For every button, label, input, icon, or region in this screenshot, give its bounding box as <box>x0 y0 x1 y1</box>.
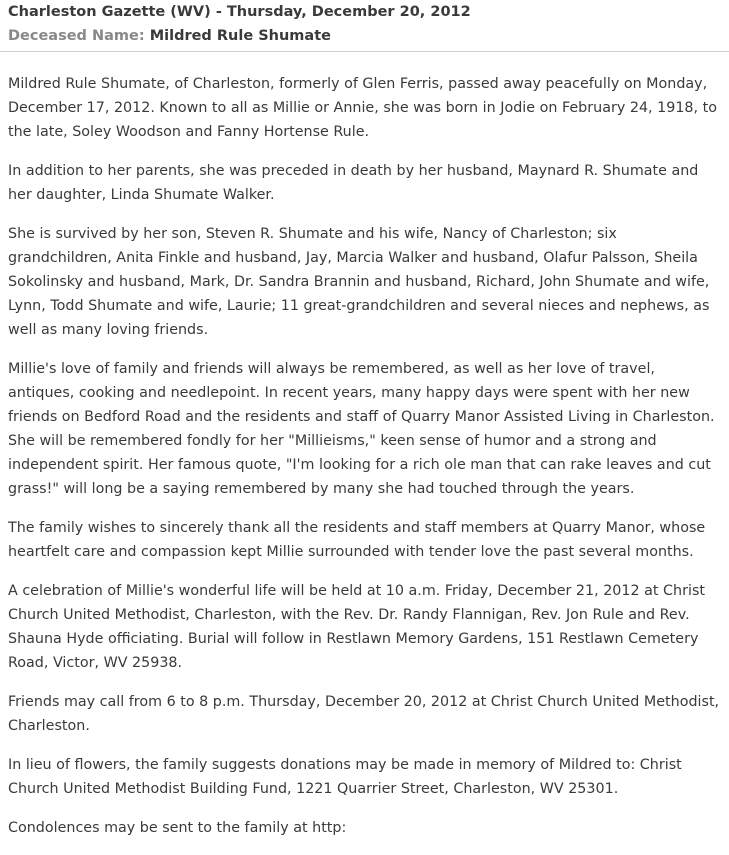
paragraph-remembrance: Millie's love of family and friends will always be remembered, as well as her love of travel, antiques, cooking and needlepoint. In recent years, many happy days were spent with her new friends on Bedford Road and the residents and staff of Quarry Manor Assisted Living in Charleston. She will be remembered fondly for her "Millieisms," keen sense of humor and a strong and independent spirit. Her famous quote, "I'm looking for a rich ole man that can rake leaves and cut grass!" will long be a saying remembered by many she had touched through the years. <box>8 361 715 497</box>
paragraph-survived: She is survived by her son, Steven R. Shumate and his wife, Nancy of Charleston; six grandchildren, Anita Finkle and husband, Jay, Marcia Walker and husband, Olafur Palsson, Sheila Sokolinsky and husband, Mark, Dr. Sandra Brannin and husband, Richard, John Shumate and wife, Lynn, Todd Shumate and wife, Laurie; 11 great-grandchildren and several nieces and nephews, as well as many loving friends. <box>8 226 710 338</box>
paragraph-celebration: A celebration of Millie's wonderful life will be held at 10 a.m. Friday, December 21, 2012 at Christ Church United Methodist, Charleston, with the Rev. Dr. Randy Flannigan, Rev. Jon Rule and Rev. Shauna Hyde officiating. Burial will follow in Restlawn Memory Gardens, 151 Restlawn Cemetery Road, Victor, WV 25938. <box>8 583 706 671</box>
deceased-name-label: Deceased Name: <box>8 28 145 44</box>
deceased-name-value: Mildred Rule Shumate <box>149 28 331 44</box>
paragraph-thanks: The family wishes to sincerely thank all the residents and staff members at Quarry Manor, whose heartfelt care and compassion kept Millie surrounded with tender love the past several months. <box>8 520 706 560</box>
paragraph-condolences: Condolences may be sent to the family at http: <box>8 820 347 836</box>
obituary-header <box>0 0 729 52</box>
paragraph-preceded: In addition to her parents, she was preceded in death by her husband, Maynard R. Shumate and her daughter, Linda Shumate Walker. <box>8 163 699 203</box>
paragraph-visitation: Friends may call from 6 to 8 p.m. Thursday, December 20, 2012 at Christ Church United Methodist, Charleston. <box>8 694 720 734</box>
paragraph-donations: In lieu of flowers, the family suggests donations may be made in memory of Mildred to: Christ Church United Methodist Building Fund, 1221 Quarrier Street, Charleston, WV 25301. <box>8 757 682 797</box>
deceased-name-row <box>8 27 331 45</box>
paragraph-intro: Mildred Rule Shumate, of Charleston, formerly of Glen Ferris, passed away peacefully on Monday, December 17, 2012. Known to all as Millie or Annie, she was born in Jodie on February 24, 1918, to the late, Soley Woodson and Fanny Hortense Rule. <box>8 76 717 140</box>
publication-title: Charleston Gazette (WV) - Thursday, December 20, 2012 <box>8 4 471 20</box>
obituary-body <box>0 52 729 840</box>
